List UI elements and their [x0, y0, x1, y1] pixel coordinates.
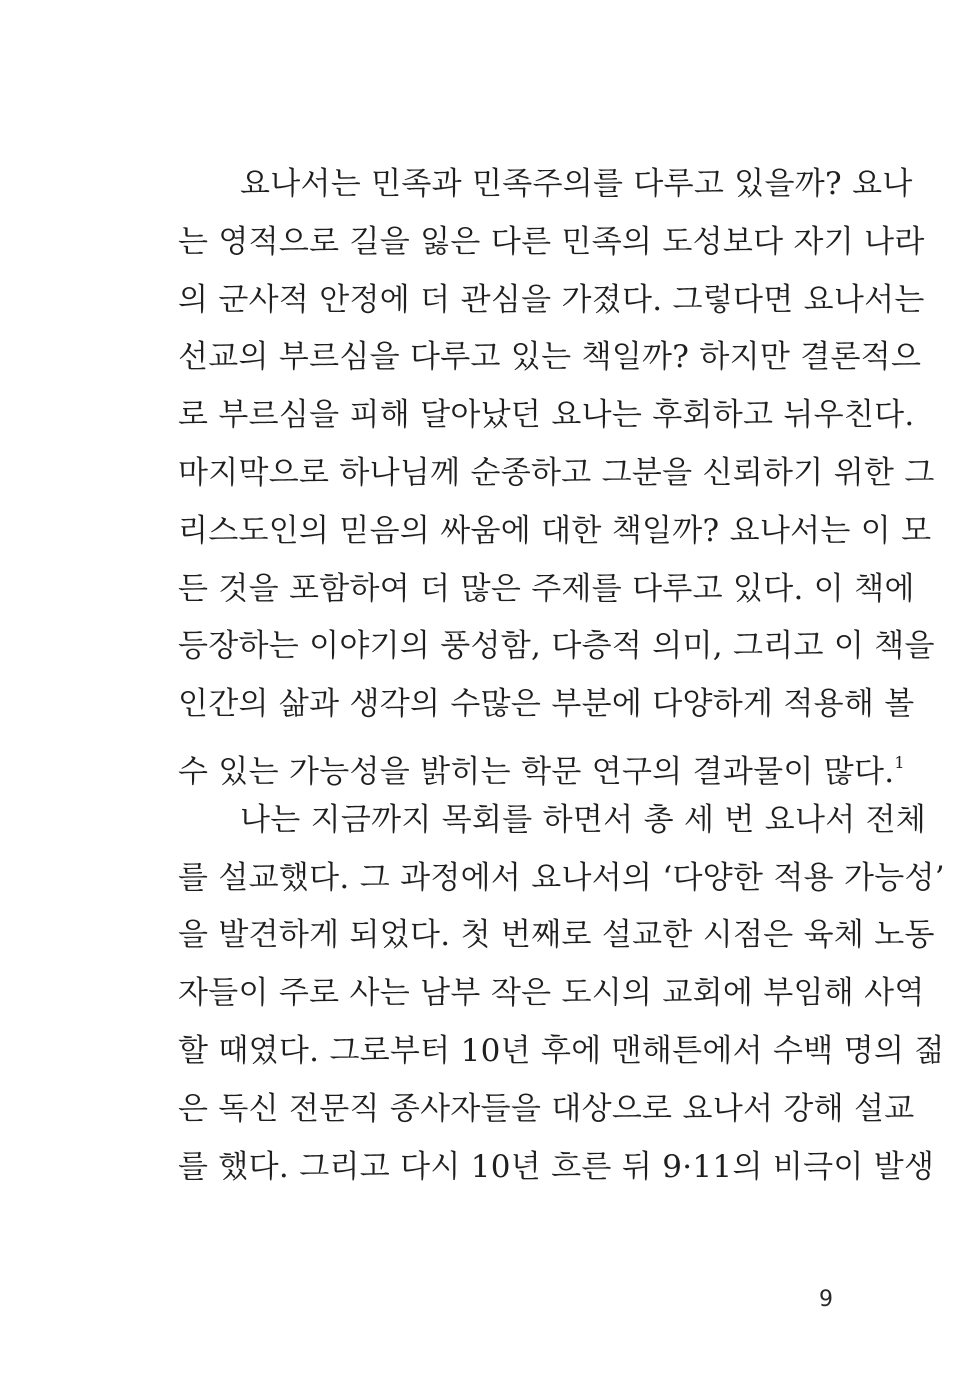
text-line: 의 군사적 안정에 더 관심을 가졌다. 그렇다면 요나서는 [178, 281, 925, 318]
text-line: 할 때였다. 그로부터 10년 후에 맨해튼에서 수백 명의 젊 [178, 1032, 945, 1069]
text-line: 등장하는 이야기의 풍성함, 다층적 의미, 그리고 이 책을 [178, 628, 935, 665]
text-line: 은 독신 전문직 종사자들을 대상으로 요나서 강해 설교 [178, 1090, 915, 1127]
last-line-text: 수 있는 가능성을 밝히는 학문 연구의 결과물이 많다. [178, 753, 895, 790]
footnote-marker: 1 [894, 752, 905, 772]
text-line: 로 부르심을 피해 달아났던 요나는 후회하고 뉘우친다. [178, 397, 915, 434]
text-line: 마지막으로 하나님께 순종하고 그분을 신뢰하기 위한 그 [178, 454, 935, 491]
text-line: 를 했다. 그리고 다시 10년 흐른 뒤 9·11의 비극이 발생 [178, 1148, 935, 1185]
text-line: 는 영적으로 길을 잃은 다른 민족의 도성보다 자기 나라 [178, 223, 925, 260]
text-line: 든 것을 포함하여 더 많은 주제를 다루고 있다. 이 책에 [178, 570, 915, 607]
text-line: 를 설교했다. 그 과정에서 요나서의 ‘다양한 적용 가능성’ [178, 859, 945, 896]
text-line [178, 734, 905, 792]
body-text [178, 156, 945, 1196]
text-line: 인간의 삶과 생각의 수많은 부분에 다양하게 적용해 볼 [178, 686, 915, 723]
page-number: 9 [819, 1287, 833, 1312]
paragraph-1 [178, 156, 935, 792]
text-line: 리스도인의 믿음의 싸움에 대한 책일까? 요나서는 이 모 [178, 512, 932, 549]
text-line: 나는 지금까지 목회를 하면서 총 세 번 요나서 전체 [240, 801, 927, 838]
paragraph-2 [178, 792, 945, 1197]
text-line: 요나서는 민족과 민족주의를 다루고 있을까? 요나 [240, 166, 913, 202]
text-line: 자들이 주로 사는 남부 작은 도시의 교회에 부임해 사역 [178, 975, 925, 1012]
text-line: 을 발견하게 되었다. 첫 번째로 설교한 시점은 육체 노동 [178, 917, 935, 954]
text-line: 선교의 부르심을 다루고 있는 책일까? 하지만 결론적으 [178, 339, 922, 376]
